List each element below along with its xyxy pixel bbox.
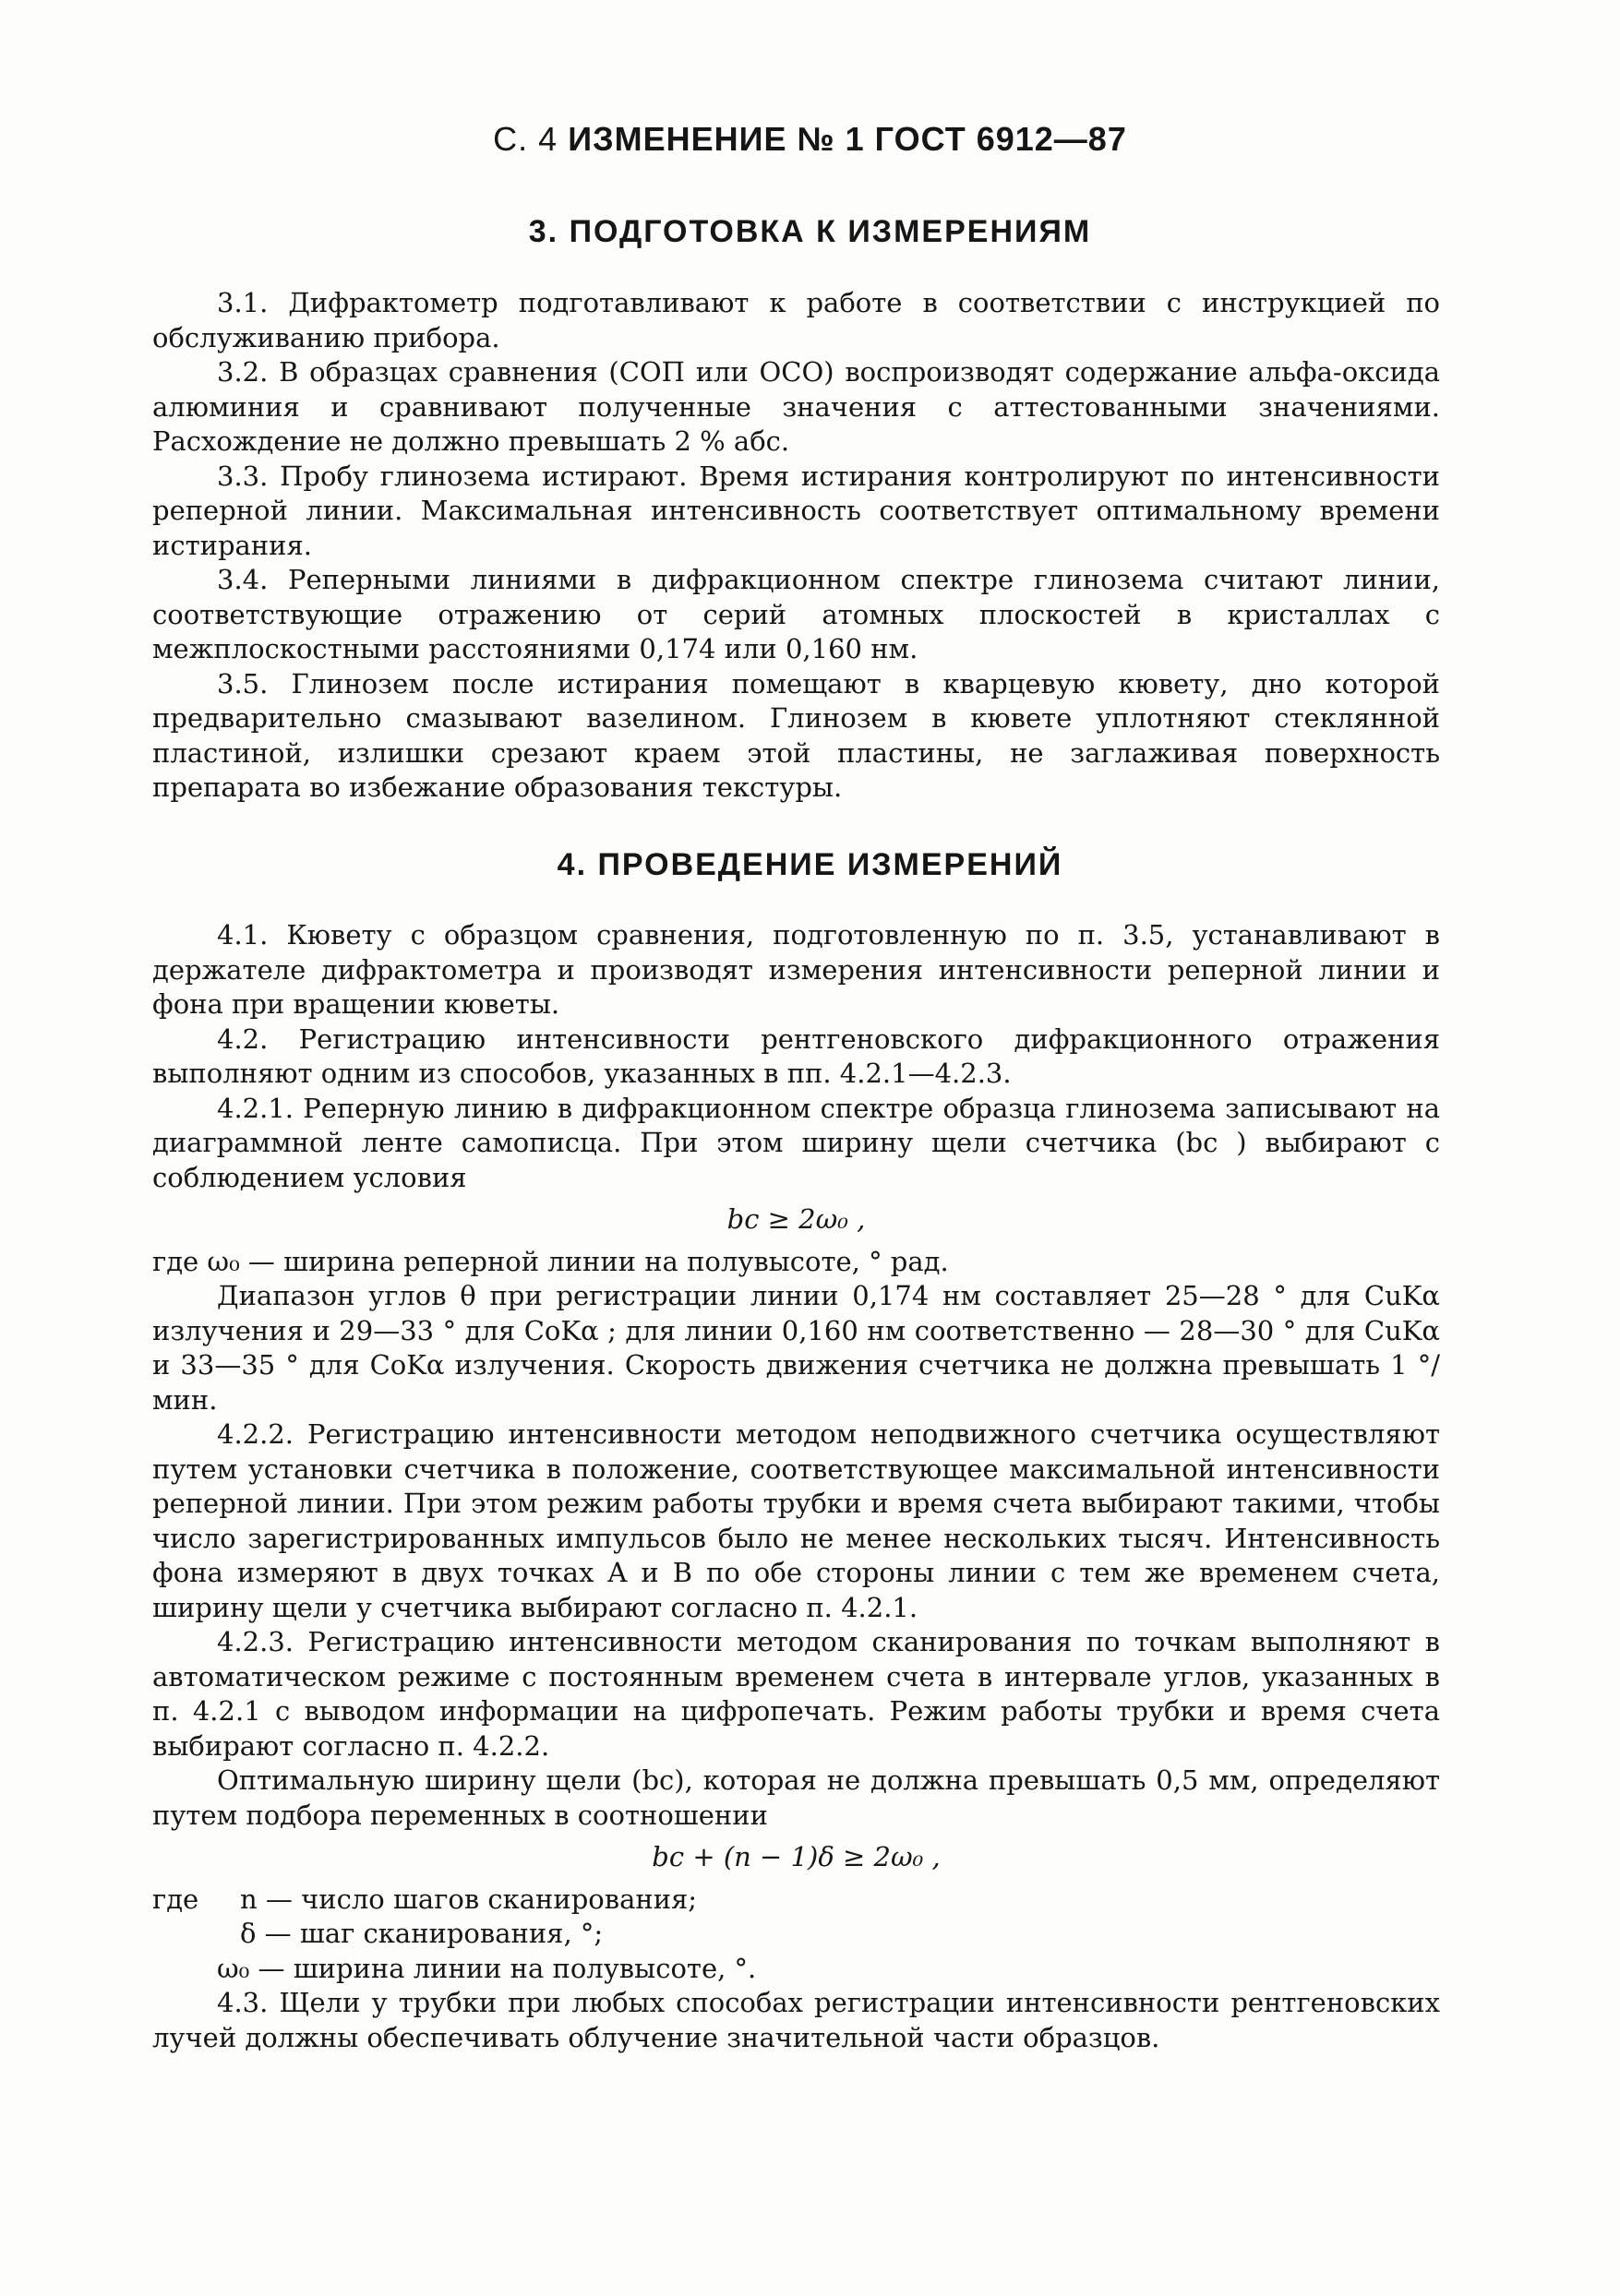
where-omega-definition: где ω₀ — ширина реперной линии на полувысоте, ° рад. (152, 1245, 949, 1277)
section-3-title: 3. ПОДГОТОВКА К ИЗМЕРЕНИЯМ (528, 214, 1092, 249)
document-reference: ИЗМЕНЕНИЕ № 1 ГОСТ 6912—87 (568, 120, 1127, 158)
formula-slit-condition: bс ≥ 2ω₀ , (726, 1203, 866, 1235)
section-3-body (152, 286, 1440, 806)
angle-range-paragraph: Диапазон углов θ при регистрации линии 0,174 нм составляет 25—28 ° для CuKα излучения и 29—33 ° для CoKα ; для линии 0,160 нм соответственно — 28—30 ° для CuKα и 33—35 ° для CoKα излучения. Скорость движения счетчика не должна превышать 1 °/мин. (152, 1280, 1440, 1416)
paragraph-3-1: 3.1. Дифрактометр подготавливают к работе в соответствии с инструкцией по обслуживанию прибора. (152, 287, 1440, 353)
page-number: С. 4 (493, 120, 558, 158)
paragraph-4-3: 4.3. Щели у трубки при любых способах регистрации интенсивности рентгеновских лучей должны обеспечивать облучение значительной части образцов. (152, 1987, 1440, 2053)
formula-scanning-condition: bс + (n − 1)δ ≥ 2ω₀ , (652, 1841, 941, 1872)
section-4-body (152, 918, 1440, 2055)
paragraph-4-2-2: 4.2.2. Регистрацию интенсивности методом неподвижного счетчика осуществляют путем установки счетчика в положение, соответствующее максимальной интенсивности реперной линии. При этом режим работы трубки и время счета выбирают такими, чтобы число зарегистрированных импульсов было не менее нескольких тысяч. Интенсивность фона измеряют в двух точках A и B по обе стороны линии с тем же временем счета, ширину щели у счетчика выбирают согласно п. 4.2.1. (152, 1418, 1440, 1623)
paragraph-4-2-3: 4.2.3. Регистрацию интенсивности методом сканирования по точкам выполняют в автоматическом режиме с постоянным временем счета в интервале углов, указанных в п. 4.2.1 с выводом информации на цифропечать. Режим работы трубки и время счета выбирают согласно п. 4.2.2. (152, 1626, 1440, 1762)
paragraph-4-2-1: 4.2.1. Реперную линию в дифракционном спектре образца глинозема записывают на диаграммной ленте самописца. При этом ширину щели счетчика (bс ) выбирают с соблюдением условия (152, 1092, 1440, 1193)
paragraph-3-2: 3.2. В образцах сравнения (СОП или ОСО) воспроизводят содержание альфа-оксида алюминия и сравнивают полученные значения с аттестованными значениями. Расхождение не должно превышать 2 % абс. (152, 356, 1440, 457)
paragraph-3-4: 3.4. Реперными линиями в дифракционном спектре глинозема считают линии, соответствующие отражению от серий атомных плоскостей в кристаллах с межплоскостными расстояниями 0,174 или 0,160 нм. (152, 564, 1440, 664)
where-omega-text: ω₀ — ширина линии на полувысоте, °. (217, 1952, 757, 1984)
where-row-n (152, 1883, 1440, 1918)
section-4-title: 4. ПРОВЕДЕНИЕ ИЗМЕРЕНИЙ (557, 847, 1063, 882)
optimal-slit-paragraph: Оптимальную ширину щели (bс), которая не должна превышать 0,5 мм, определяют путем подбора переменных в соотношении (152, 1764, 1440, 1831)
paragraph-3-5: 3.5. Глинозем после истирания помещают в кварцевую кювету, дно которой предварительно смазывают вазелином. Глинозем в кювете уплотняют стеклянной пластиной, излишки срезают краем этой пластины, не заглаживая поверхность препарата во избежание образования текстуры. (152, 667, 1440, 803)
where-delta-text: δ — шаг сканирования, °; (240, 1918, 604, 1949)
paragraph-4-1: 4.1. Кювету с образцом сравнения, подготовленную по п. 3.5, устанавливают в держателе дифрактометра и производят измерения интенсивности реперной линии и фона при вращении кюветы. (152, 919, 1440, 1020)
where-n-text: n — число шагов сканирования; (240, 1883, 698, 1915)
running-head (0, 120, 1620, 159)
where-list (152, 1883, 1440, 1987)
where-label: где (152, 1883, 199, 1915)
paragraph-3-3: 3.3. Пробу глинозема истирают. Время истирания контролируют по интенсивности реперной линии. Максимальная интенсивность соответствует оптимальному времени истирания. (152, 460, 1440, 561)
paragraph-4-2: 4.2. Регистрацию интенсивности рентгеновского дифракционного отражения выполняют одним из способов, указанных в пп. 4.2.1—4.2.3. (152, 1022, 1440, 1089)
